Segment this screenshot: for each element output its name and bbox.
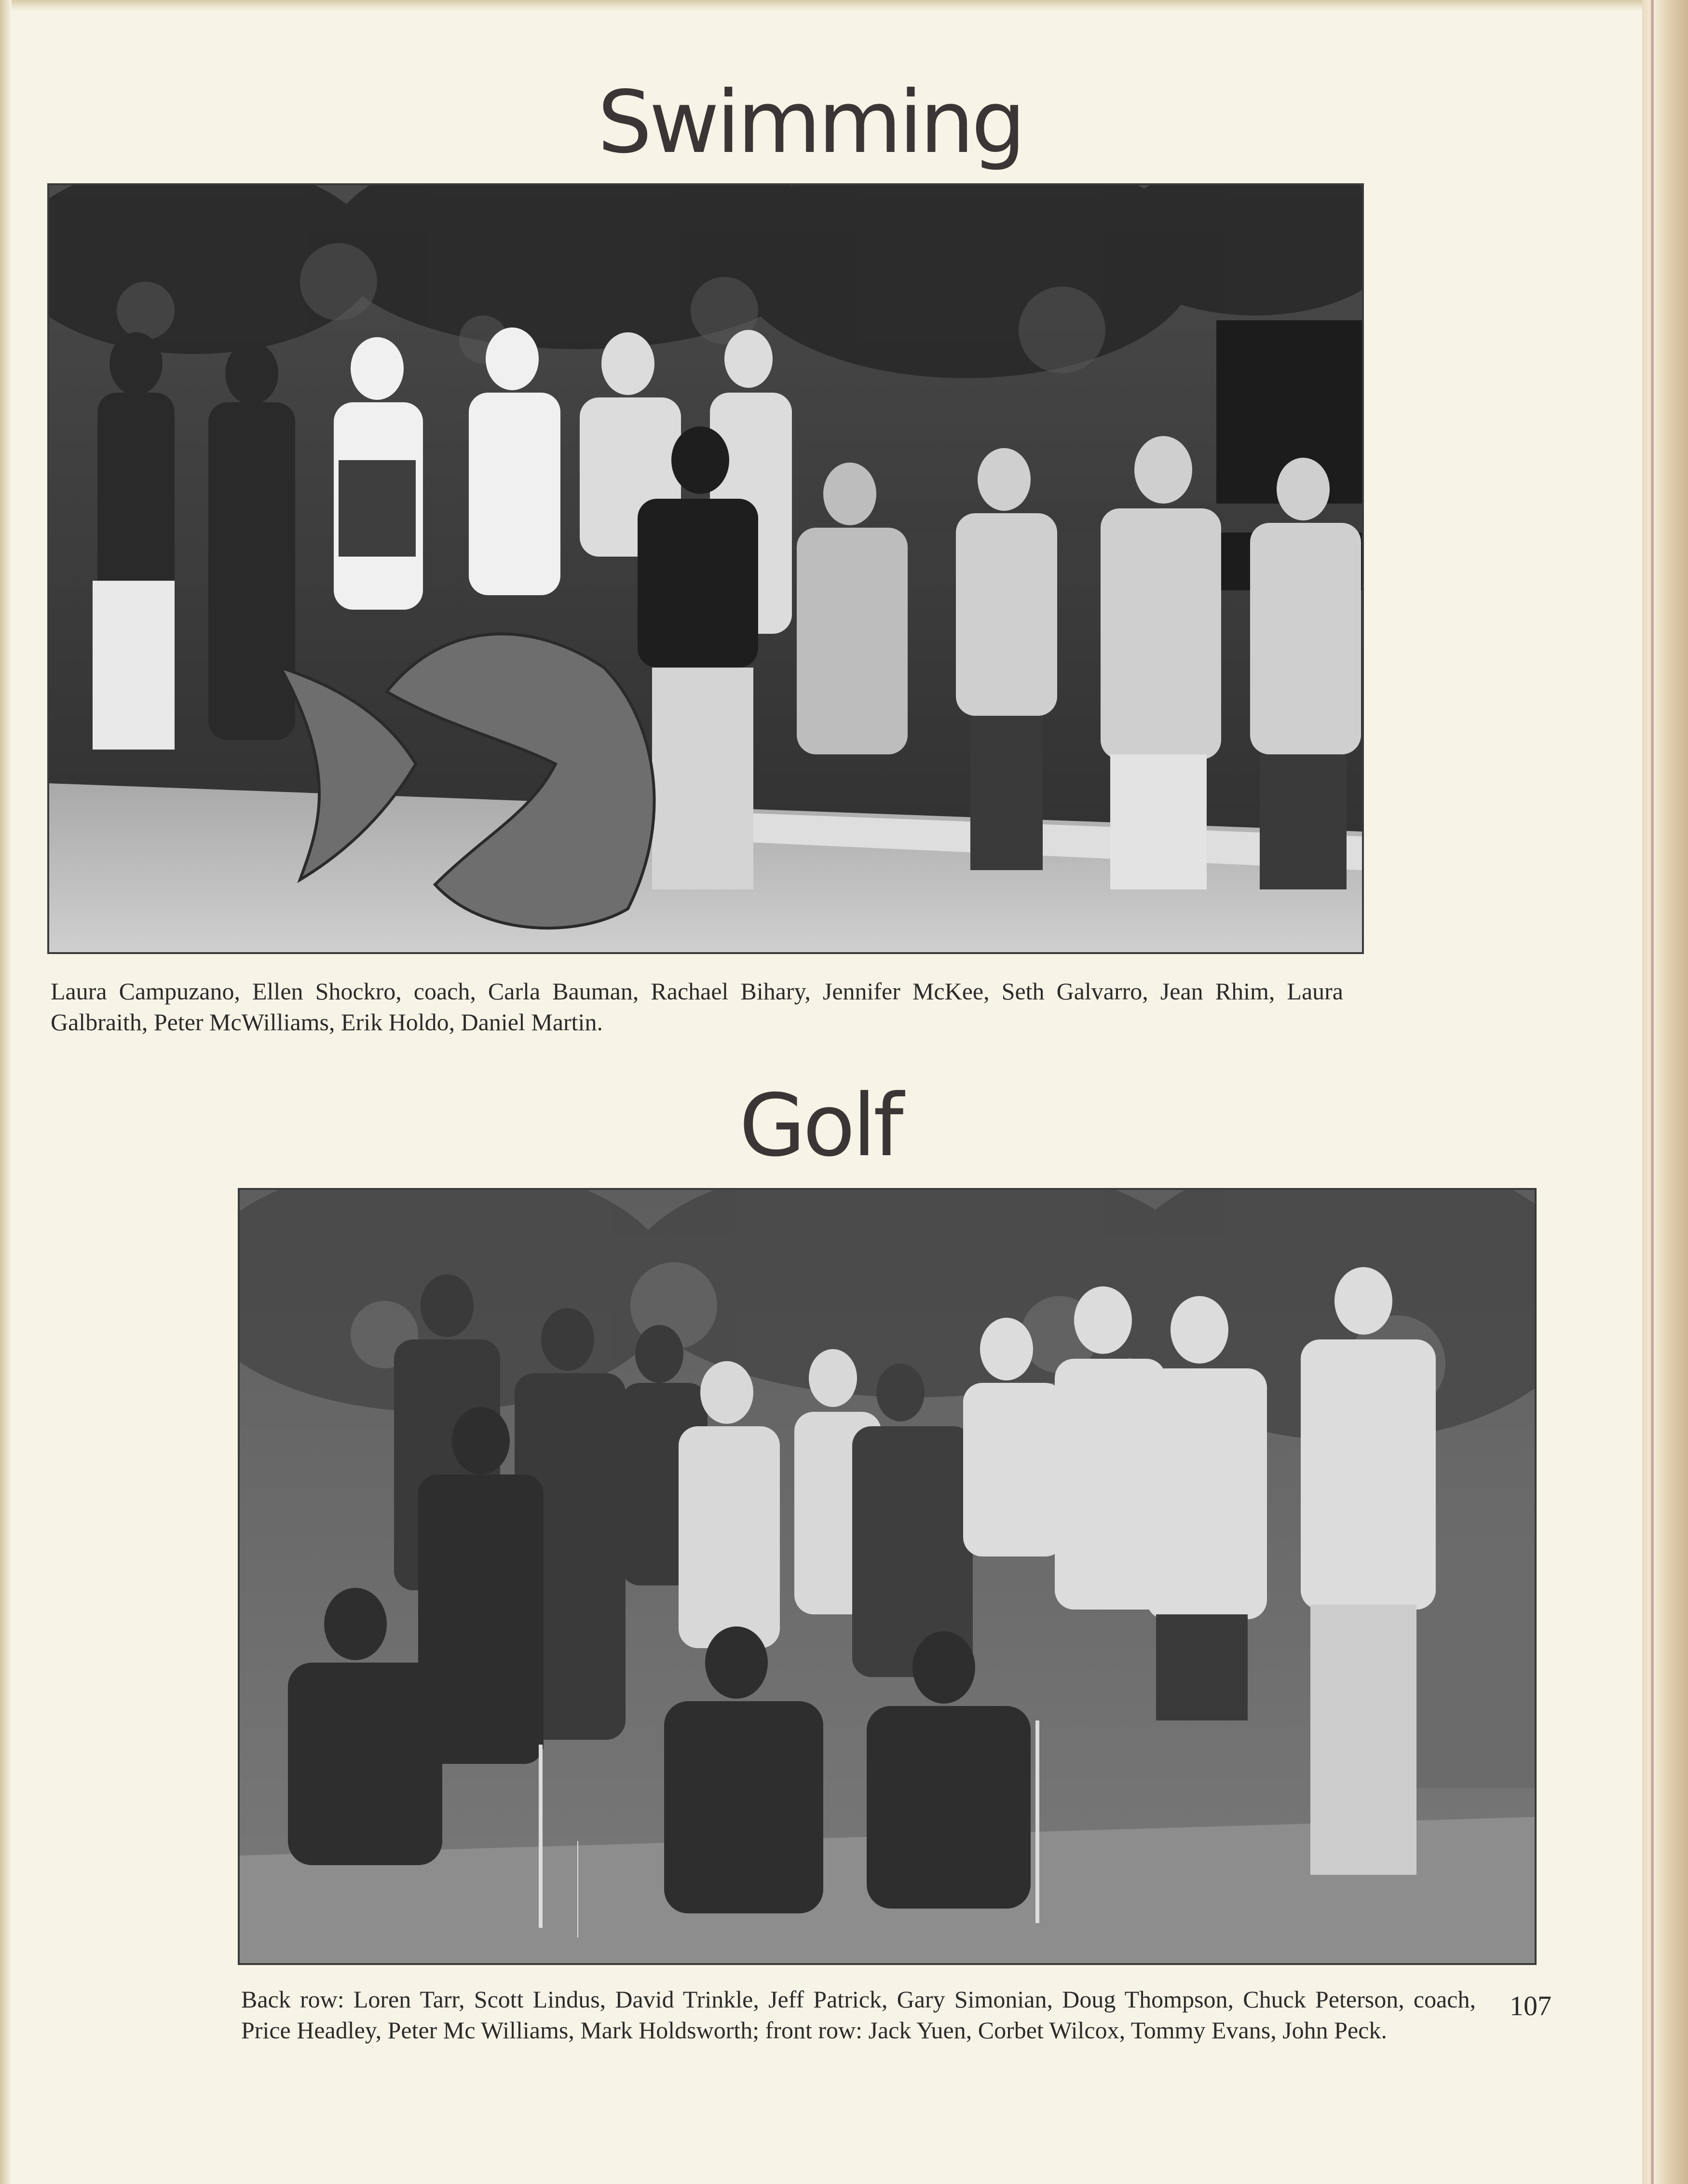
golf-heading: Golf xyxy=(739,1076,901,1175)
page-left-shadow xyxy=(0,0,12,2184)
swimming-caption: Laura Campuzano, Ellen Shockro, coach, Carla Bauman, Rachael Bihary, Jennifer McKee, Seth Galvarro, Jean Rhim, Laura Galbraith, Peter McWilliams, Erik Holdo, Daniel Martin. xyxy=(51,978,1343,1036)
swimming-heading: Swimming xyxy=(597,72,1023,172)
golf-caption: Back row: Loren Tarr, Scott Lindus, David Trinkle, Jeff Patrick, Gary Simonian, Doug Thompson, Chuck Peterson, coach, Price Headley, Peter Mc Williams, Mark Holdsworth; front row: Jack Yuen, Corbet Wilcox, Tommy Evans, John Peck. xyxy=(241,1986,1476,2044)
golf-team-photo xyxy=(238,1188,1537,1965)
book-binding-edge xyxy=(1642,0,1688,2184)
swimming-team-photo xyxy=(47,183,1364,954)
page-top-shadow xyxy=(0,0,1642,11)
page-number: 107 xyxy=(1510,1990,1552,2021)
